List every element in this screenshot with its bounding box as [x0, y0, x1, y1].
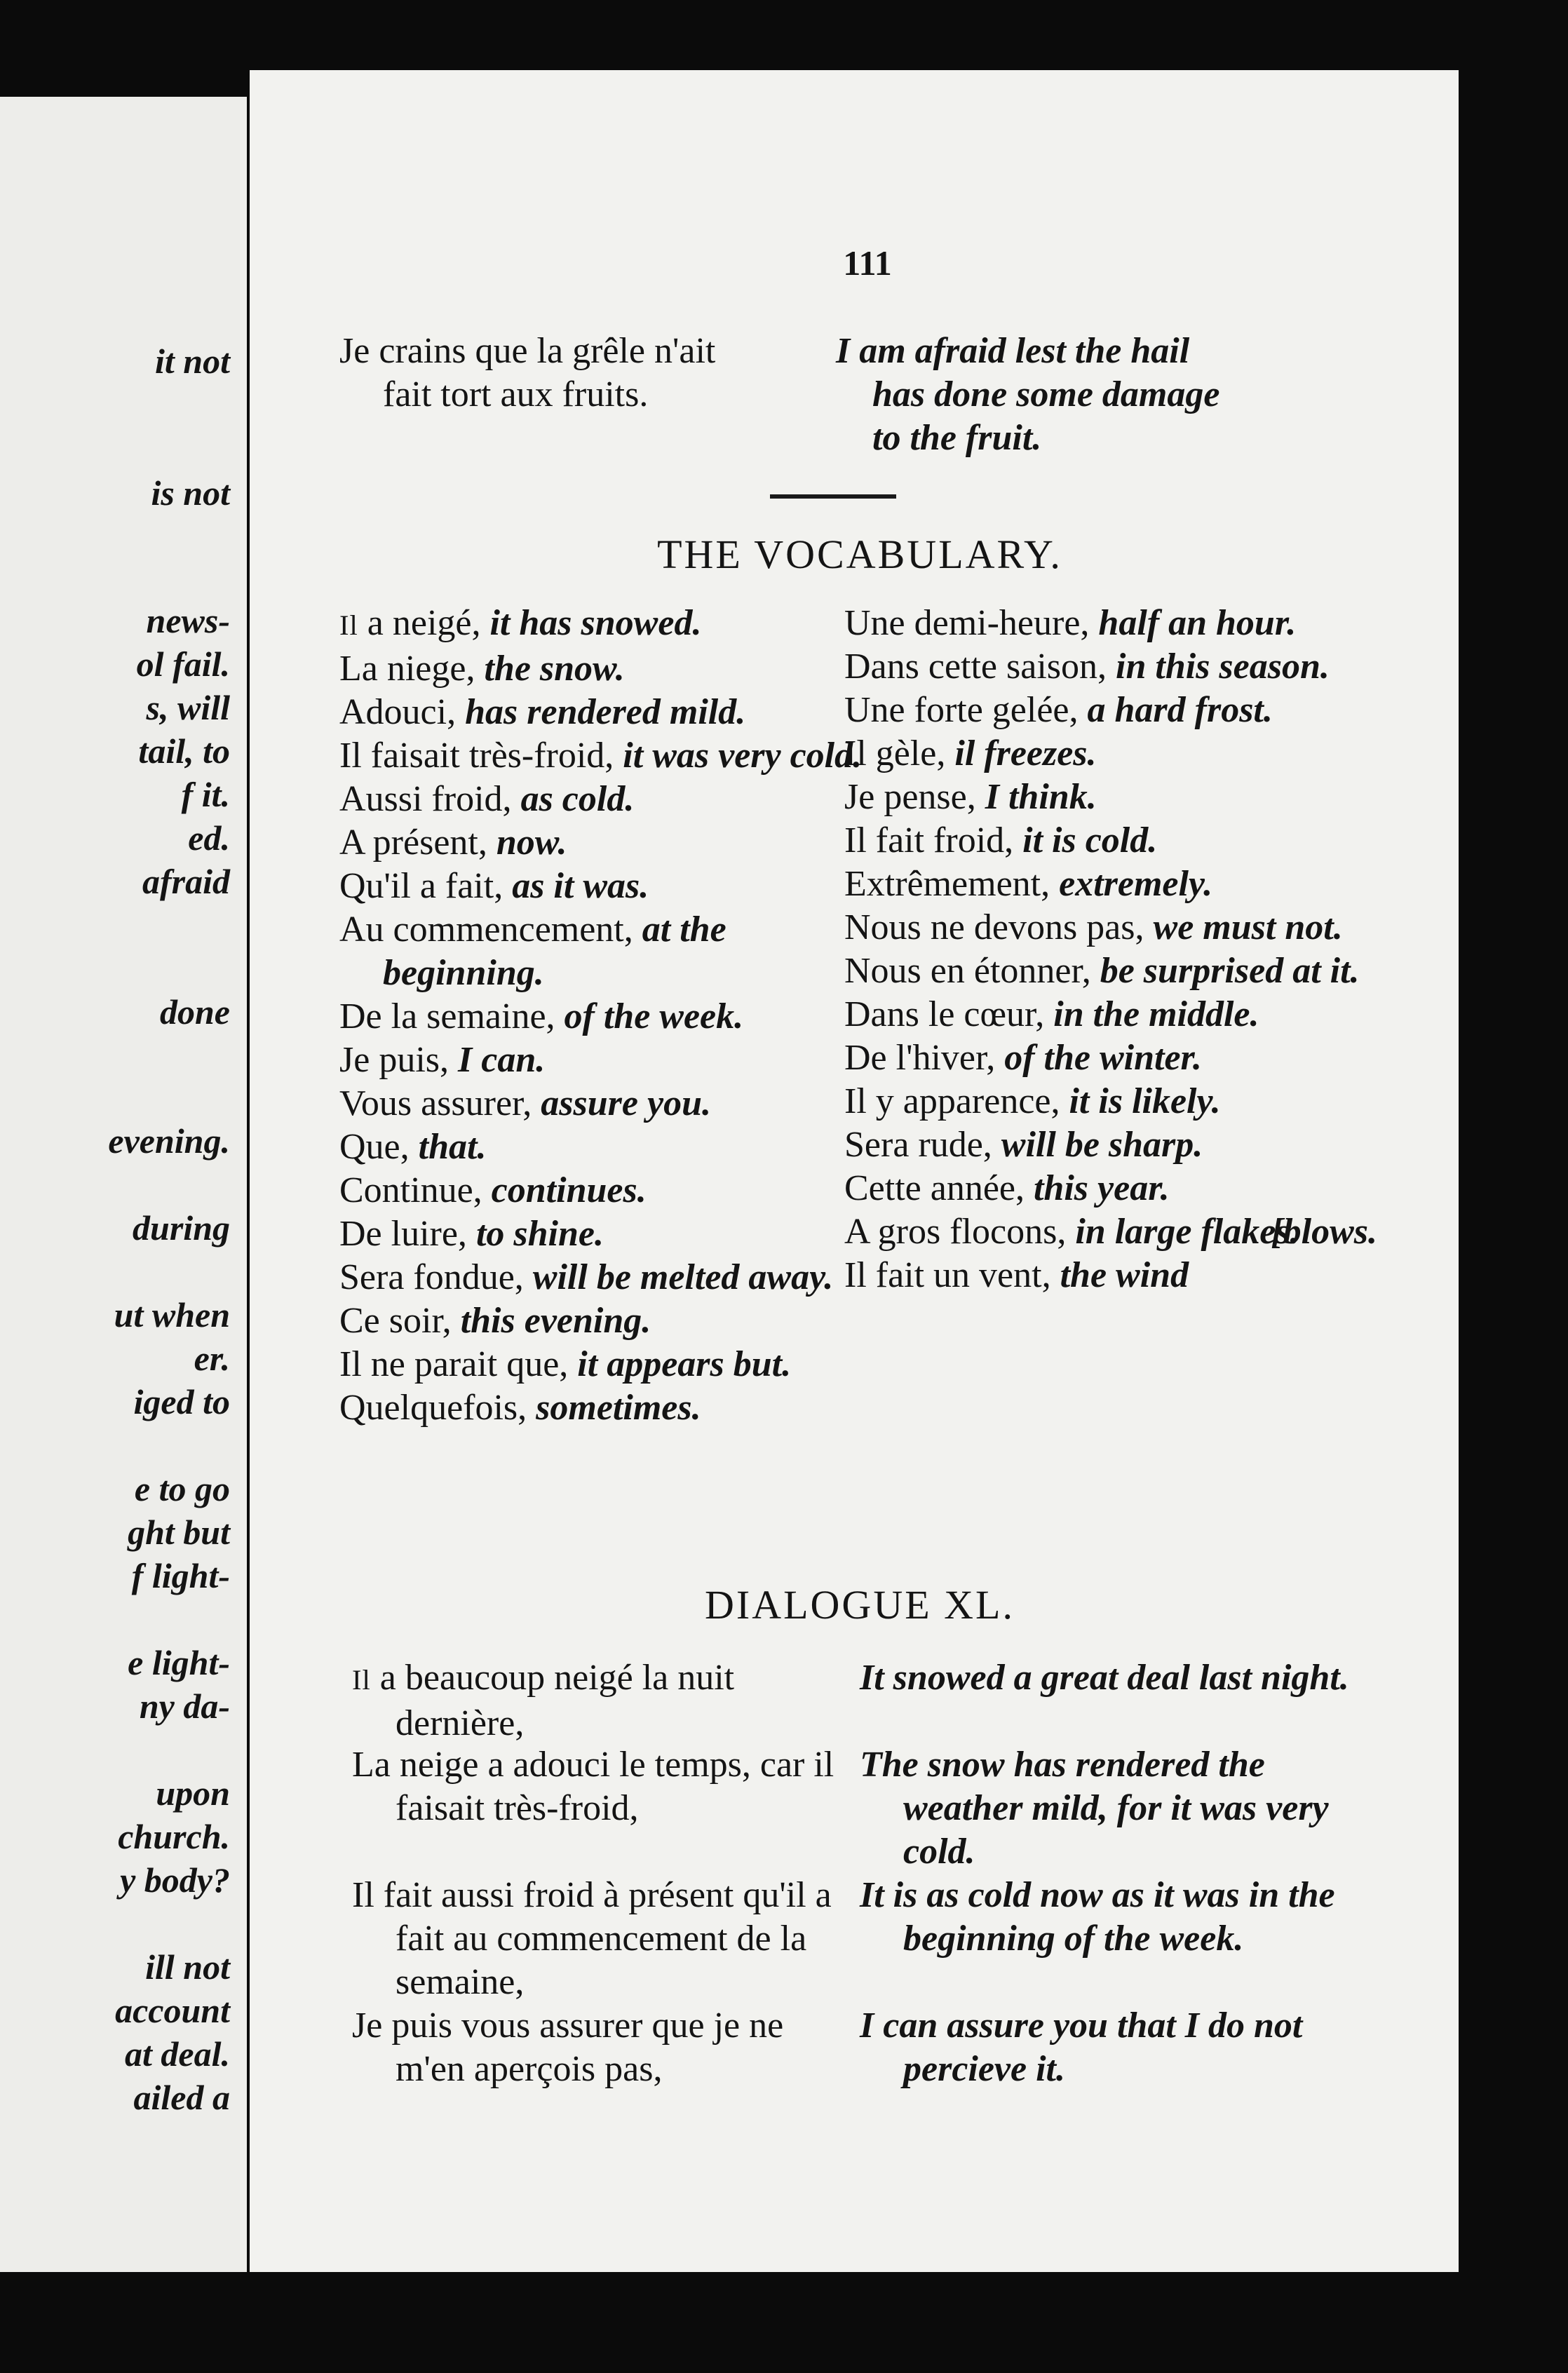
left-fragment: ut when: [114, 1295, 230, 1334]
left-fragment: f light-: [131, 1556, 230, 1595]
left-fragment: iged to: [133, 1382, 230, 1421]
vocab-entry: Extrêmement, extremely.: [844, 864, 1213, 904]
vocab-entry: Dans le cœur, in the middle.: [844, 994, 1259, 1034]
vocabulary-right-column: [844, 602, 1391, 1297]
dialogue-french: [352, 1656, 843, 1745]
dialogue-french: [352, 1743, 843, 1830]
dialogue-english: [860, 1656, 1393, 1700]
vocab-entry: Nous ne devons pas, we must not.: [844, 907, 1343, 947]
vocab-entry: Sera rude, will be sharp.: [844, 1125, 1203, 1165]
section-divider: [770, 494, 896, 499]
left-fragment: e light-: [128, 1643, 230, 1682]
vocab-entry: Nous en étonner, be surprised at it.: [844, 951, 1360, 991]
vocab-entry: Il faisait très-froid, it was very cold.: [339, 736, 863, 776]
vocab-entry: Vous assurer, assure you.: [339, 1083, 711, 1123]
left-fragment: during: [133, 1208, 230, 1248]
left-fragment: upon: [156, 1773, 230, 1813]
left-fragment: done: [160, 992, 230, 1032]
vocab-entry: Qu'il a fait, as it was.: [339, 866, 649, 906]
left-fragment: s, will: [146, 688, 230, 727]
left-fragment: it not: [155, 342, 230, 381]
text-line: fait tort aux fruits.: [383, 374, 649, 414]
vocab-entry: Il ne parait que, it appears but.: [339, 1344, 792, 1384]
vocab-entry: Sera fondue, will be melted away.: [339, 1257, 834, 1297]
vocab-entry: Continue, continues.: [339, 1170, 647, 1210]
text-line: Je crains que la grêle n'ait: [339, 331, 716, 371]
vocab-entry: La niege, the snow.: [339, 649, 625, 689]
left-fragment: afraid: [142, 862, 230, 901]
dialogue-english: [860, 1743, 1393, 1874]
left-fragment: f it.: [181, 775, 230, 814]
left-fragment: is not: [151, 473, 230, 513]
vocab-entry: Au commencement, at the beginning.: [339, 910, 726, 993]
left-fragment: account: [115, 1991, 230, 2030]
dialogue-heading: DIALOGUE XL.: [705, 1582, 1015, 1628]
left-fragment: ny da-: [139, 1686, 230, 1726]
vocab-entry: Cette année, this year.: [844, 1168, 1170, 1208]
dialogue-french: [352, 2004, 843, 2091]
vocab-entry: De luire, to shine.: [339, 1214, 604, 1254]
vocab-turnover: [blows.: [1271, 1212, 1377, 1252]
left-fragment: y body?: [120, 1860, 230, 1900]
drop-capital: Il: [352, 1664, 371, 1696]
dialogue-line: I can assure you that I do not percieve it.: [860, 2006, 1303, 2089]
vocab-entry: Il a neigé, it has snowed.: [339, 603, 702, 643]
left-fragment: tail, to: [138, 731, 230, 771]
left-fragment: evening.: [108, 1121, 230, 1161]
left-fragment: ght but: [128, 1513, 230, 1552]
vocab-entry: Une demi-heure, half an hour.: [844, 603, 1297, 643]
top-entry-english: [836, 330, 1411, 460]
vocab-entry: Je pense, I think.: [844, 777, 1097, 817]
dialogue-line: It snowed a great deal last night.: [860, 1658, 1349, 1698]
vocab-entry: Une forte gelée, a hard frost.: [844, 690, 1273, 730]
dialogue-line: Je puis vous assurer que je ne m'en aperçois pas,: [352, 2006, 784, 2089]
vocab-entry: Que, that.: [339, 1127, 487, 1167]
vocab-entry: De la semaine, of the week.: [339, 996, 744, 1036]
drop-capital: Il: [339, 609, 358, 641]
vocabulary-heading: THE VOCABULARY.: [657, 532, 1062, 577]
vocab-entry: Il fait un vent, the wind: [844, 1255, 1189, 1295]
dialogue-line: Il fait aussi froid à présent qu'il a fait au commencement de la semaine,: [352, 1875, 832, 2002]
vocab-entry: Il gèle, il freezes.: [844, 733, 1097, 773]
vocab-entry: Dans cette saison, in this season.: [844, 647, 1330, 687]
vocab-entry: Ce soir, this evening.: [339, 1301, 651, 1341]
dialogue-english: [860, 2004, 1393, 2091]
vocab-entry: Adouci, has rendered mild.: [339, 692, 746, 732]
left-fragment: er.: [194, 1339, 230, 1378]
dialogue-english: [860, 1874, 1393, 1961]
left-fragment: e to go: [134, 1469, 230, 1508]
dialogue-line: It is as cold now as it was in the beginning of the week.: [860, 1875, 1335, 1959]
left-fragment: ill not: [145, 1947, 230, 1987]
dialogue-line: Il a beaucoup neigé la nuit dernière,: [352, 1658, 735, 1743]
vocab-entry: De l'hiver, of the winter.: [844, 1038, 1202, 1078]
left-fragment: ol fail.: [136, 644, 230, 684]
text-line: has done some damage: [872, 374, 1220, 414]
vocab-entry: Il fait froid, it is cold.: [844, 820, 1158, 860]
page-number: 111: [843, 243, 892, 283]
vocab-entry: A gros flocons, in large flakes.: [844, 1212, 1299, 1252]
left-fragment: news-: [146, 601, 230, 640]
dialogue-line: The snow has rendered the weather mild, for it was very cold.: [860, 1745, 1329, 1872]
top-entry-french: [339, 330, 830, 417]
text-line: to the fruit.: [872, 418, 1042, 458]
dialogue-french: [352, 1874, 843, 2004]
vocab-entry: Aussi froid, as cold.: [339, 779, 635, 819]
left-fragment: church.: [118, 1817, 230, 1856]
dialogue-line: La neige a adouci le temps, car il faisait très-froid,: [352, 1745, 834, 1828]
vocab-entry: Il y apparence, it is likely.: [844, 1081, 1221, 1121]
left-page-fragment: [0, 97, 247, 2272]
vocab-entry: Quelquefois, sometimes.: [339, 1388, 701, 1428]
vocabulary-left-column: [339, 602, 886, 1430]
vocab-entry: A présent, now.: [339, 823, 567, 863]
left-fragment: ed.: [188, 818, 230, 858]
text-line: I am afraid lest the hail: [836, 331, 1190, 371]
vocab-entry: Je puis, I can.: [339, 1040, 546, 1080]
left-fragment: ailed a: [133, 2078, 230, 2117]
book-page: [250, 70, 1459, 2272]
left-fragment: at deal.: [125, 2034, 230, 2074]
